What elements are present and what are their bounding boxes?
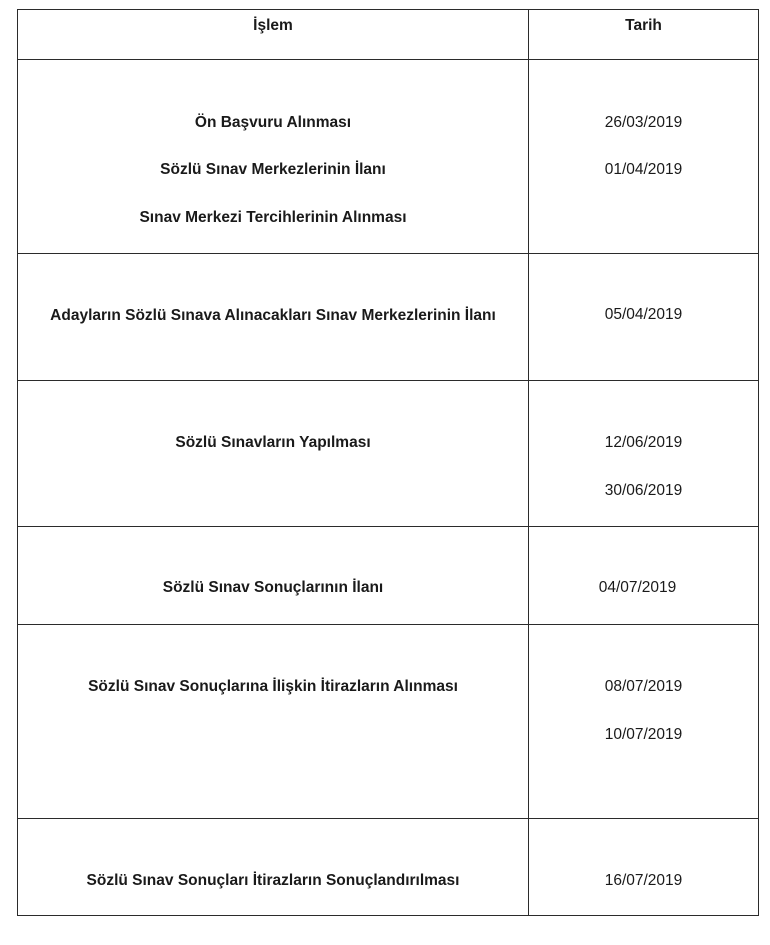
table-row — [18, 254, 758, 381]
date-text: 04/07/2019 — [598, 579, 677, 596]
date-text: 08/07/2019 — [604, 678, 683, 695]
table-row — [18, 625, 758, 819]
operation-text: Sözlü Sınav Sonuçları İtirazların Sonuçlandırılması — [86, 872, 460, 889]
date-text: 05/04/2019 — [604, 306, 683, 323]
operation-text: Sınav Merkezi Tercihlerinin Alınması — [139, 209, 407, 226]
date-text: 10/07/2019 — [604, 726, 683, 743]
header-operation: İşlem — [253, 17, 293, 34]
date-text: 30/06/2019 — [604, 482, 683, 499]
operation-text: Adayların Sözlü Sınava Alınacakları Sınav Merkezlerinin İlanı — [50, 307, 496, 324]
table-row — [18, 60, 758, 254]
date-text: 26/03/2019 — [604, 114, 683, 131]
table-header-row — [18, 10, 758, 60]
operation-text: Sözlü Sınav Sonuçlarının İlanı — [162, 579, 384, 596]
operation-text: Sözlü Sınav Sonuçlarına İlişkin İtirazların Alınması — [88, 678, 458, 695]
date-text: 12/06/2019 — [604, 434, 683, 451]
table-row — [18, 381, 758, 527]
header-date: Tarih — [625, 17, 662, 34]
schedule-table — [17, 9, 759, 916]
table-row — [18, 527, 758, 625]
operation-text: Sözlü Sınavların Yapılması — [175, 434, 371, 451]
operation-text: Ön Başvuru Alınması — [194, 114, 352, 131]
operation-text: Sözlü Sınav Merkezlerinin İlanı — [160, 161, 386, 178]
date-text: 16/07/2019 — [604, 872, 683, 889]
date-text: 01/04/2019 — [604, 161, 683, 178]
table-row — [18, 819, 758, 916]
